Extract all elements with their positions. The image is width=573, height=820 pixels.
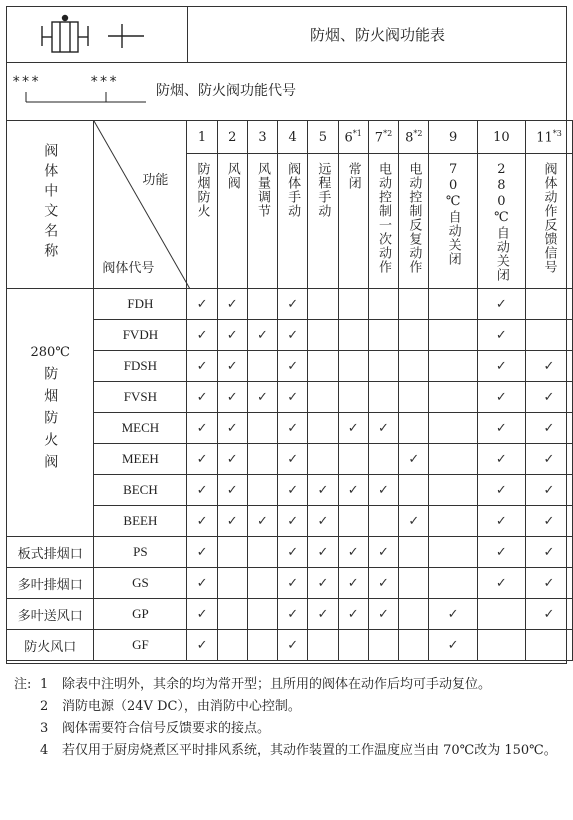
check-cell (429, 599, 477, 630)
check-cell (308, 320, 338, 351)
row-name: 多叶排烟口 (7, 568, 94, 599)
check-mark-icon: ✓ (287, 575, 299, 591)
note-item: 4 若仅用于厨房烧煮区平时排风系统，其动作装置的工作温度应当由 70℃改为 150℃。 (40, 743, 557, 758)
table-row (7, 537, 573, 568)
check-cell (429, 475, 477, 506)
check-cell (526, 568, 573, 599)
check-cell (217, 537, 247, 568)
header-name-cell (7, 121, 94, 289)
check-cell (247, 568, 277, 599)
check-mark-icon: ✓ (287, 637, 299, 653)
function-table (6, 120, 573, 661)
check-mark-icon: ✓ (287, 482, 299, 498)
check-cell (429, 444, 477, 475)
function-code-legend (6, 62, 567, 120)
row-code: BECH (94, 475, 187, 506)
check-cell (526, 506, 573, 537)
row-code: FVDH (94, 320, 187, 351)
column-number: 6$^{*1}$ (338, 121, 368, 154)
check-mark-icon: ✓ (257, 513, 268, 529)
check-mark-icon: ✓ (543, 358, 555, 374)
check-cell (399, 320, 429, 351)
check-cell (338, 568, 368, 599)
header-diagonal-cell (94, 121, 187, 289)
check-cell (429, 351, 477, 382)
check-cell (399, 506, 429, 537)
check-cell (399, 413, 429, 444)
check-cell (308, 444, 338, 475)
check-cell (278, 289, 308, 320)
check-cell (217, 475, 247, 506)
check-mark-icon: ✓ (495, 513, 507, 529)
check-mark-icon: ✓ (495, 358, 507, 374)
check-cell (187, 506, 217, 537)
check-mark-icon: ✓ (287, 327, 299, 343)
column-label: 280℃自动关闭 (477, 154, 525, 289)
check-mark-icon: ✓ (317, 575, 329, 591)
check-mark-icon: ✓ (378, 482, 389, 498)
page-title: 防烟、防火阀功能表 (309, 25, 445, 44)
check-mark-icon: ✓ (196, 327, 208, 343)
column-number: 3 (247, 121, 277, 154)
header-code-label: 阀体代号 (102, 261, 155, 276)
check-mark-icon: ✓ (196, 637, 208, 653)
note-item: 3 阀体需要符合信号反馈要求的接点。 (40, 721, 271, 736)
code-part-2: *** (90, 74, 119, 90)
table-row (7, 568, 573, 599)
check-cell (187, 289, 217, 320)
check-cell (368, 444, 398, 475)
column-label: 常闭 (338, 154, 368, 289)
check-cell (526, 444, 573, 475)
check-cell (477, 568, 525, 599)
note-item: 2 消防电源（24V DC），由消防中心控制。 (40, 699, 301, 714)
check-mark-icon: ✓ (447, 606, 459, 622)
check-cell (526, 351, 573, 382)
check-mark-icon: ✓ (543, 389, 555, 405)
check-mark-icon: ✓ (347, 575, 359, 591)
check-cell (338, 630, 368, 661)
check-mark-icon: ✓ (347, 544, 359, 560)
check-mark-icon: ✓ (196, 482, 208, 498)
check-mark-icon: ✓ (317, 513, 329, 529)
check-cell (187, 568, 217, 599)
check-cell (399, 568, 429, 599)
check-cell (368, 630, 398, 661)
table-row (7, 599, 573, 630)
check-cell (247, 320, 277, 351)
column-label: 电动控制反复动作 (399, 154, 429, 289)
check-cell (278, 537, 308, 568)
check-mark-icon: ✓ (196, 420, 208, 436)
check-cell (526, 413, 573, 444)
check-cell (368, 320, 398, 351)
check-cell (477, 351, 525, 382)
check-mark-icon: ✓ (226, 389, 238, 405)
check-cell (477, 475, 525, 506)
check-cell (247, 351, 277, 382)
check-cell (429, 289, 477, 320)
check-cell (308, 568, 338, 599)
check-cell (429, 382, 477, 413)
check-cell (429, 630, 477, 661)
check-mark-icon: ✓ (408, 513, 420, 529)
check-cell (368, 413, 398, 444)
check-cell (217, 289, 247, 320)
check-cell (399, 289, 429, 320)
check-cell (338, 289, 368, 320)
check-cell (247, 599, 277, 630)
check-mark-icon: ✓ (317, 482, 329, 498)
check-mark-icon: ✓ (226, 451, 238, 467)
column-number: 10 (477, 121, 525, 154)
check-cell (187, 351, 217, 382)
check-cell (187, 630, 217, 661)
check-mark-icon: ✓ (495, 575, 507, 591)
column-number: 1 (187, 121, 217, 154)
note-item: 注: 1 除表中注明外，其余的均为常开型；且所用的阀体在动作后均可手动复位。 (14, 677, 492, 692)
check-mark-icon: ✓ (226, 327, 238, 343)
check-mark-icon: ✓ (287, 451, 299, 467)
check-cell (308, 413, 338, 444)
group-name-cell (7, 289, 94, 537)
check-mark-icon: ✓ (287, 420, 299, 436)
column-label: 远程手动 (308, 154, 338, 289)
check-cell (368, 382, 398, 413)
check-mark-icon: ✓ (257, 327, 268, 343)
check-cell (278, 630, 308, 661)
row-name: 防火风口 (7, 630, 94, 661)
check-cell (429, 506, 477, 537)
check-mark-icon: ✓ (495, 327, 507, 343)
check-mark-icon: ✓ (196, 451, 208, 467)
group-temperature: 280℃ (30, 344, 70, 360)
column-label: 防烟防火 (187, 154, 217, 289)
check-cell (308, 599, 338, 630)
check-cell (338, 444, 368, 475)
check-mark-icon: ✓ (495, 482, 507, 498)
check-mark-icon: ✓ (347, 420, 359, 436)
check-mark-icon: ✓ (495, 420, 507, 436)
check-cell (308, 351, 338, 382)
check-mark-icon: ✓ (408, 451, 420, 467)
check-cell (217, 568, 247, 599)
check-cell (187, 475, 217, 506)
check-cell (429, 413, 477, 444)
check-cell (247, 444, 277, 475)
check-cell (338, 475, 368, 506)
check-cell (187, 537, 217, 568)
check-cell (338, 506, 368, 537)
check-cell (308, 475, 338, 506)
check-cell (368, 506, 398, 537)
row-code: FDSH (94, 351, 187, 382)
check-mark-icon: ✓ (378, 606, 389, 622)
check-cell (477, 537, 525, 568)
check-mark-icon: ✓ (287, 389, 299, 405)
row-code: FVSH (94, 382, 187, 413)
check-mark-icon: ✓ (317, 606, 329, 622)
header-function-label: 功能 (142, 173, 169, 188)
check-cell (217, 320, 247, 351)
check-cell (308, 382, 338, 413)
check-cell (278, 506, 308, 537)
check-cell (217, 630, 247, 661)
check-cell (187, 382, 217, 413)
check-cell (477, 382, 525, 413)
check-mark-icon: ✓ (196, 606, 208, 622)
row-code: GS (94, 568, 187, 599)
check-cell (247, 475, 277, 506)
check-cell (338, 320, 368, 351)
valve-symbol-icon (6, 6, 188, 62)
check-mark-icon: ✓ (495, 389, 507, 405)
check-cell (399, 630, 429, 661)
check-cell (247, 537, 277, 568)
check-mark-icon: ✓ (226, 358, 238, 374)
check-mark-icon: ✓ (196, 513, 208, 529)
check-cell (477, 444, 525, 475)
check-cell (477, 289, 525, 320)
row-code: MECH (94, 413, 187, 444)
check-mark-icon: ✓ (543, 451, 555, 467)
check-cell (429, 537, 477, 568)
check-mark-icon: ✓ (287, 606, 299, 622)
check-mark-icon: ✓ (196, 296, 208, 312)
check-mark-icon: ✓ (543, 420, 555, 436)
table-row (7, 630, 573, 661)
header-number-row (7, 121, 573, 154)
check-cell (278, 413, 308, 444)
check-mark-icon: ✓ (543, 482, 555, 498)
check-cell (399, 351, 429, 382)
check-cell (477, 320, 525, 351)
check-cell (526, 537, 573, 568)
row-name: 多叶送风口 (7, 599, 94, 630)
check-mark-icon: ✓ (447, 637, 459, 653)
check-cell (217, 599, 247, 630)
check-mark-icon: ✓ (347, 606, 359, 622)
check-cell (247, 413, 277, 444)
check-cell (278, 444, 308, 475)
column-label: 风阀 (217, 154, 247, 289)
check-mark-icon: ✓ (226, 296, 238, 312)
check-mark-icon: ✓ (226, 482, 238, 498)
check-cell (399, 599, 429, 630)
check-cell (526, 382, 573, 413)
check-cell (338, 382, 368, 413)
column-label: 70℃自动关闭 (429, 154, 477, 289)
check-cell (187, 320, 217, 351)
row-code: FDH (94, 289, 187, 320)
check-mark-icon: ✓ (196, 544, 208, 560)
check-cell (338, 537, 368, 568)
check-cell (338, 413, 368, 444)
check-cell (217, 444, 247, 475)
row-code: GF (94, 630, 187, 661)
check-mark-icon: ✓ (378, 544, 389, 560)
check-cell (308, 506, 338, 537)
check-cell (278, 320, 308, 351)
row-code: MEEH (94, 444, 187, 475)
table-row (7, 289, 573, 320)
row-code: GP (94, 599, 187, 630)
check-cell (526, 475, 573, 506)
check-cell (429, 320, 477, 351)
check-cell (217, 413, 247, 444)
group-name: 防烟防火阀 (42, 365, 59, 476)
check-mark-icon: ✓ (287, 358, 299, 374)
check-cell (477, 413, 525, 444)
check-cell (399, 444, 429, 475)
valve-symbol (6, 6, 188, 62)
check-cell (526, 630, 573, 661)
column-label: 阀体动作反馈信号 (526, 154, 573, 289)
check-cell (368, 537, 398, 568)
check-cell (368, 599, 398, 630)
check-cell (278, 568, 308, 599)
check-cell (429, 568, 477, 599)
check-cell (187, 444, 217, 475)
check-mark-icon: ✓ (378, 420, 389, 436)
check-cell (477, 506, 525, 537)
check-cell (399, 382, 429, 413)
check-mark-icon: ✓ (495, 451, 507, 467)
check-cell (526, 320, 573, 351)
notes (14, 674, 566, 762)
column-number: 8$^{*2}$ (399, 121, 429, 154)
column-number: 5 (308, 121, 338, 154)
column-number: 7$^{*2}$ (368, 121, 398, 154)
check-mark-icon: ✓ (495, 296, 507, 312)
code-bracket (6, 62, 146, 120)
check-cell (247, 506, 277, 537)
check-cell (278, 351, 308, 382)
check-cell (368, 568, 398, 599)
check-cell (278, 475, 308, 506)
check-cell (338, 351, 368, 382)
column-label: 风量调节 (247, 154, 277, 289)
check-cell (308, 630, 338, 661)
check-cell (217, 506, 247, 537)
check-mark-icon: ✓ (543, 544, 555, 560)
check-mark-icon: ✓ (347, 482, 359, 498)
check-cell (187, 599, 217, 630)
check-cell (278, 599, 308, 630)
check-mark-icon: ✓ (257, 389, 268, 405)
check-mark-icon: ✓ (196, 389, 208, 405)
check-cell (368, 289, 398, 320)
check-cell (308, 289, 338, 320)
row-name: 板式排烟口 (7, 537, 94, 568)
column-number: 9 (429, 121, 477, 154)
column-label: 电动控制一次动作 (368, 154, 398, 289)
check-mark-icon: ✓ (287, 544, 299, 560)
check-cell (278, 382, 308, 413)
check-cell (247, 630, 277, 661)
column-label: 阀体手动 (278, 154, 308, 289)
row-code: PS (94, 537, 187, 568)
check-cell (217, 351, 247, 382)
check-cell (399, 475, 429, 506)
check-mark-icon: ✓ (196, 575, 208, 591)
check-mark-icon: ✓ (226, 420, 238, 436)
code-legend-label: 防烟、防火阀功能代号 (156, 83, 296, 99)
check-mark-icon: ✓ (543, 513, 555, 529)
check-cell (247, 382, 277, 413)
check-cell (368, 351, 398, 382)
check-mark-icon: ✓ (226, 513, 238, 529)
check-cell (308, 537, 338, 568)
check-mark-icon: ✓ (287, 296, 299, 312)
check-cell (526, 289, 573, 320)
check-mark-icon: ✓ (196, 358, 208, 374)
check-cell (526, 599, 573, 630)
check-cell (338, 599, 368, 630)
check-mark-icon: ✓ (543, 606, 555, 622)
check-cell (477, 630, 525, 661)
check-cell (477, 599, 525, 630)
check-cell (217, 382, 247, 413)
check-mark-icon: ✓ (317, 544, 329, 560)
check-cell (368, 475, 398, 506)
check-mark-icon: ✓ (495, 544, 507, 560)
check-mark-icon: ✓ (287, 513, 299, 529)
column-number: 2 (217, 121, 247, 154)
header-name-label: 阀体中文名称 (42, 142, 59, 263)
check-cell (399, 537, 429, 568)
column-number: 11$^{*3}$ (526, 121, 573, 154)
check-cell (247, 289, 277, 320)
check-mark-icon: ✓ (543, 575, 555, 591)
check-cell (187, 413, 217, 444)
column-number: 4 (278, 121, 308, 154)
code-part-1: *** (12, 74, 41, 90)
row-code: BEEH (94, 506, 187, 537)
check-mark-icon: ✓ (378, 575, 389, 591)
